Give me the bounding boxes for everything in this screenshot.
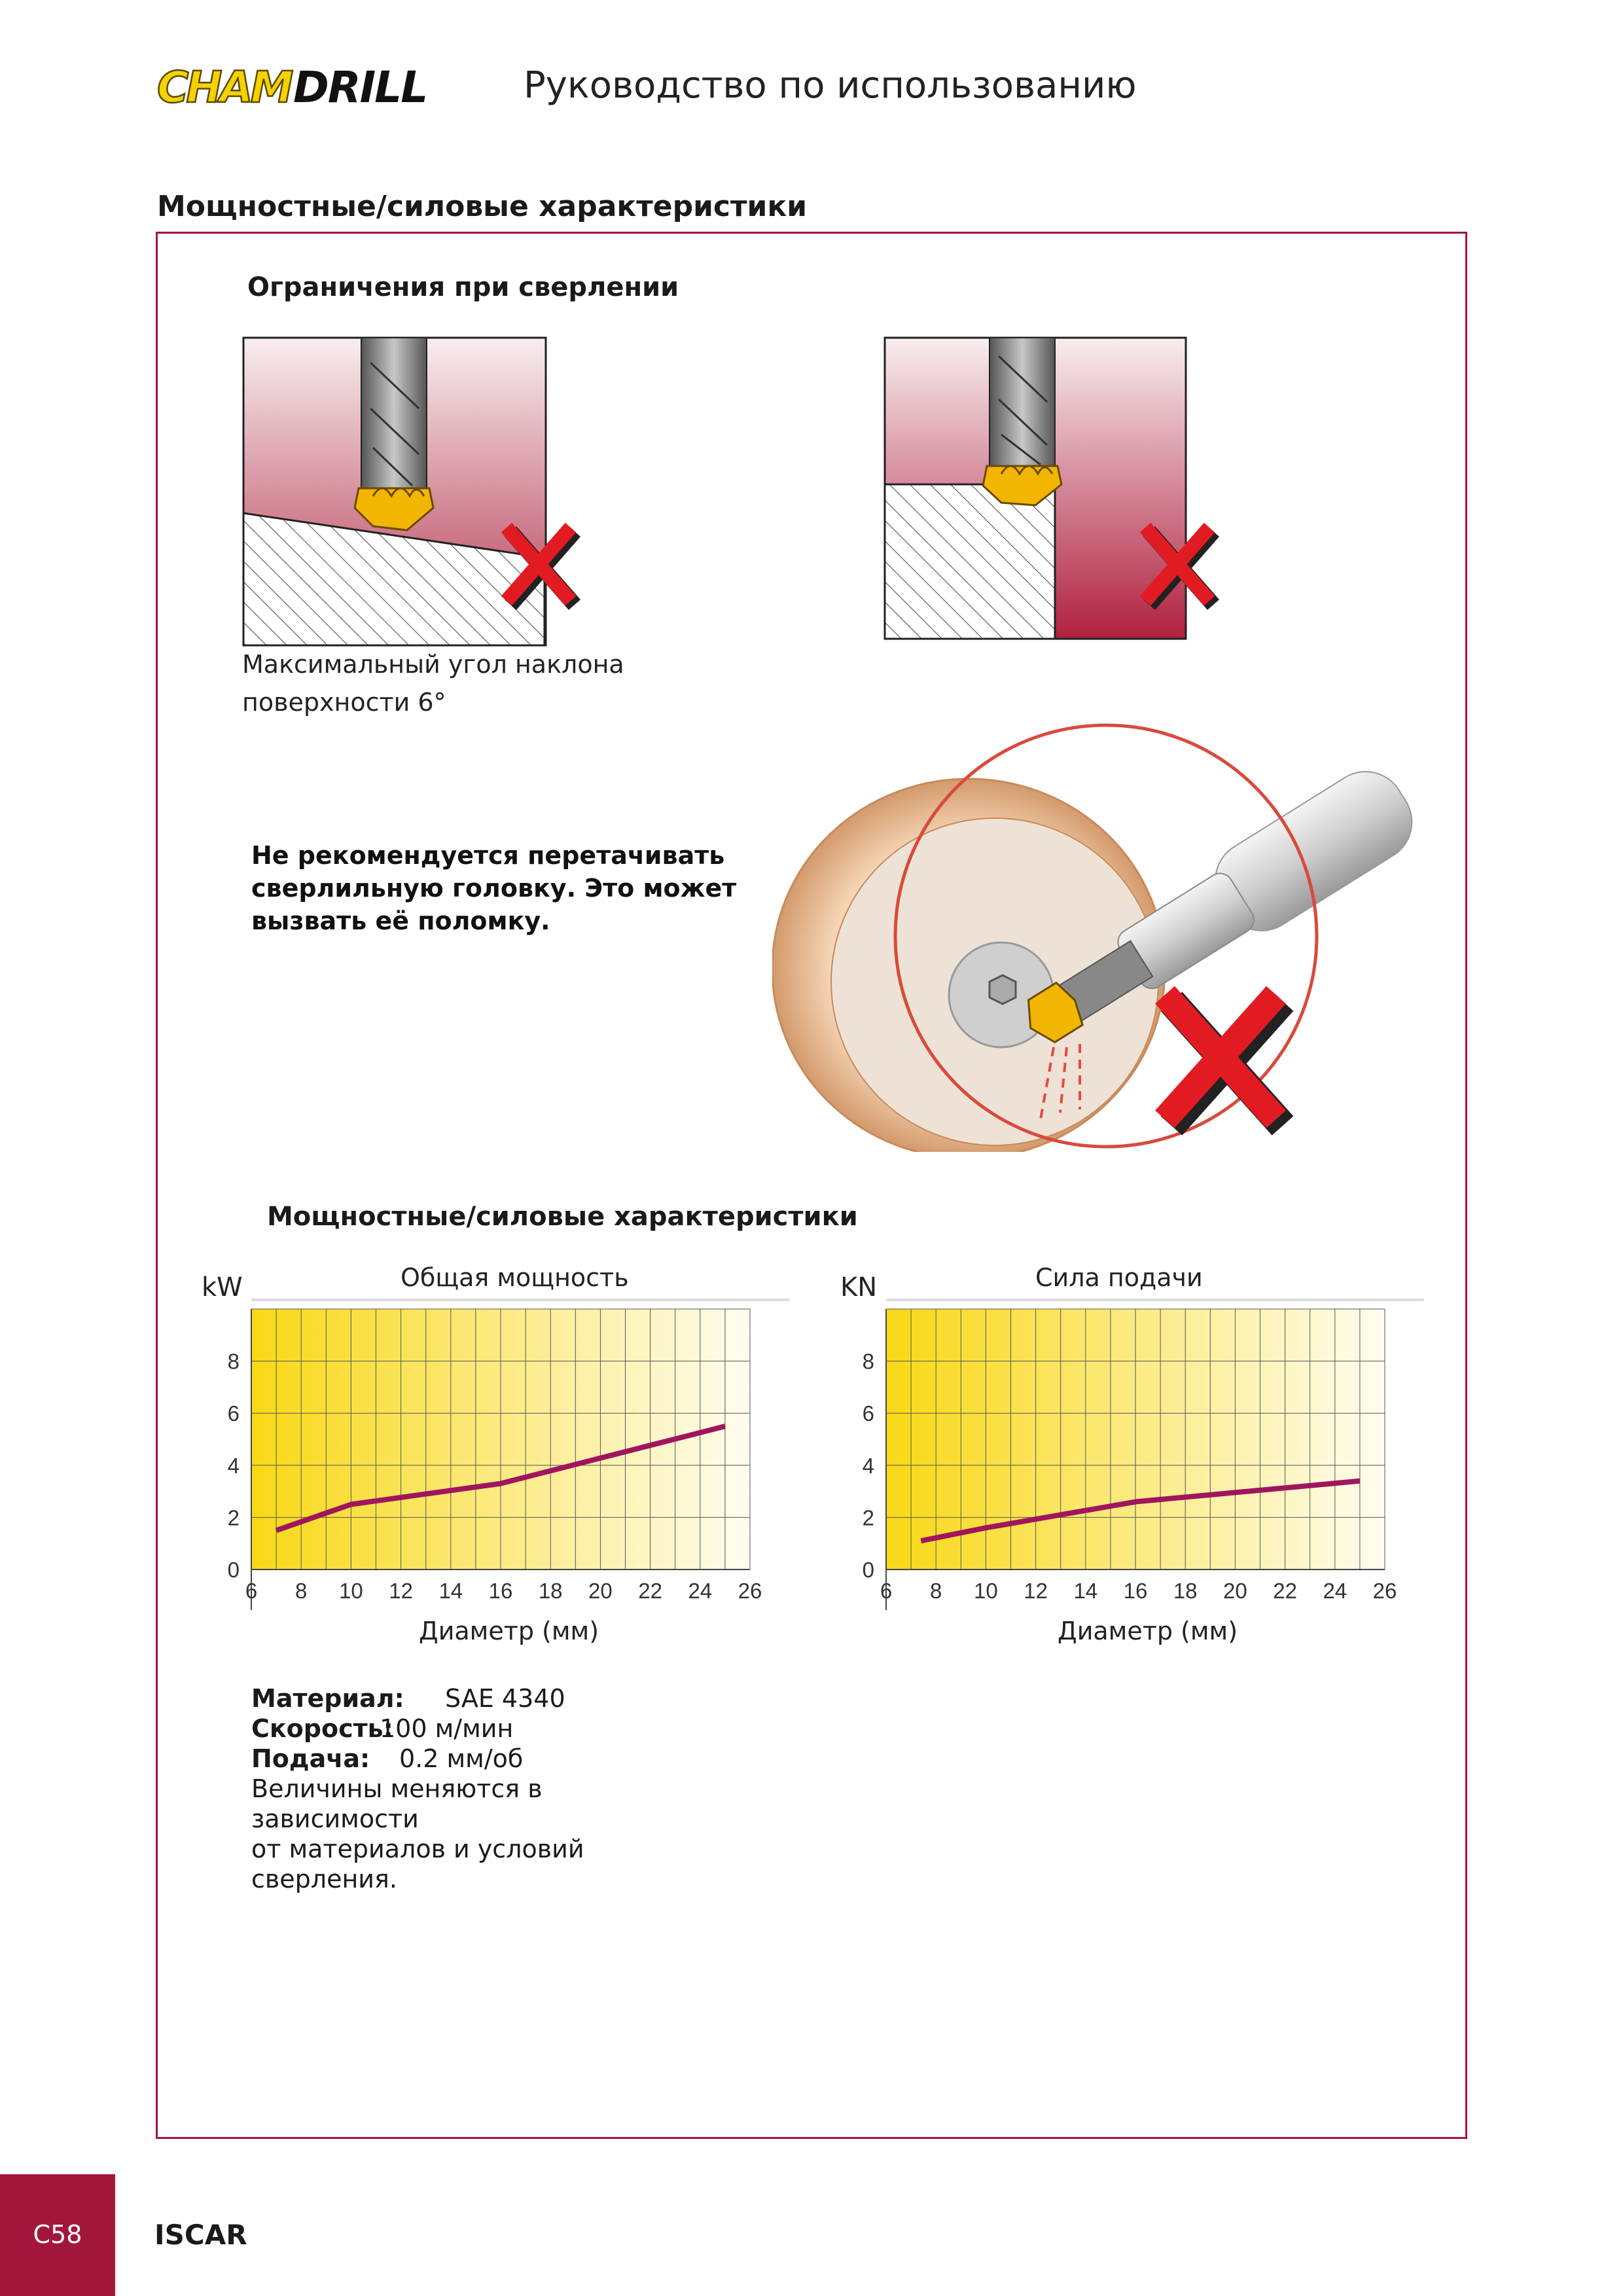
speed-value: 100 м/мин xyxy=(380,1714,514,1743)
x-tick-label: 8 xyxy=(295,1579,308,1603)
x-tick-label: 16 xyxy=(488,1579,513,1603)
feed-force-chart xyxy=(831,1296,1433,1610)
chamdrill-logo xyxy=(154,60,469,113)
x-tick-label: 6 xyxy=(880,1579,893,1603)
x-tick-label: 22 xyxy=(638,1579,662,1603)
x-tick-label: 6 xyxy=(245,1579,258,1603)
x-tick-label: 18 xyxy=(538,1579,563,1603)
material-label: Материал: xyxy=(251,1684,404,1713)
regrind-warning xyxy=(251,839,736,937)
charts-title: Мощностные/силовые характеристики xyxy=(267,1202,858,1232)
x-tick-label: 8 xyxy=(930,1579,942,1603)
y-tick-label: 2 xyxy=(227,1505,240,1530)
y-tick-label: 6 xyxy=(862,1401,874,1426)
svg-text:CHAM: CHAM xyxy=(157,62,291,113)
grinding-illustration xyxy=(772,707,1427,1152)
x-tick-label: 26 xyxy=(1372,1579,1397,1603)
x-tick-label: 10 xyxy=(974,1579,998,1603)
x-tick-label: 12 xyxy=(1024,1579,1048,1603)
svg-text:DRILL: DRILL xyxy=(293,62,427,113)
x-tick-label: 12 xyxy=(389,1579,413,1603)
y-tick-label: 0 xyxy=(862,1558,874,1582)
section-title: Мощностные/силовые характеристики xyxy=(157,190,808,223)
warning-line-3: вызвать её поломку. xyxy=(251,906,550,935)
note-line-3: сверления. xyxy=(251,1865,397,1893)
x-tick-label: 16 xyxy=(1123,1579,1148,1603)
cutting-conditions xyxy=(251,1683,709,1894)
x-tick-label: 20 xyxy=(588,1579,613,1603)
chart2-y-unit: KN xyxy=(840,1272,878,1302)
y-tick-label: 4 xyxy=(227,1453,240,1478)
chart1-x-label: Диаметр (мм) xyxy=(419,1617,599,1645)
y-tick-label: 8 xyxy=(227,1349,240,1374)
speed-label: Скорость: xyxy=(251,1714,393,1743)
inclination-caption xyxy=(242,645,624,721)
caption-line-2: поверхности 6° xyxy=(242,688,446,717)
brand-name: ISCAR xyxy=(154,2219,247,2251)
y-tick-label: 4 xyxy=(862,1453,874,1478)
y-tick-label: 6 xyxy=(227,1401,240,1426)
y-tick-label: 2 xyxy=(862,1505,874,1530)
chart2-title: Сила подачи xyxy=(1035,1263,1203,1292)
x-tick-label: 20 xyxy=(1223,1579,1247,1603)
feed-value: 0.2 мм/об xyxy=(399,1744,524,1773)
x-tick-label: 14 xyxy=(438,1579,463,1603)
material-value: SAE 4340 xyxy=(445,1684,565,1713)
feed-label: Подача: xyxy=(251,1744,370,1773)
note-line-2: от материалов и условий xyxy=(251,1835,584,1863)
x-tick-label: 10 xyxy=(339,1579,363,1603)
chart1-y-unit: kW xyxy=(202,1272,243,1302)
not-allowed-cross-icon-2 xyxy=(1140,522,1225,614)
power-chart xyxy=(196,1296,798,1610)
limitations-title: Ограничения при сверлении xyxy=(247,272,679,302)
x-tick-label: 26 xyxy=(738,1579,762,1603)
header-title: Руководство по использованию xyxy=(524,64,1137,107)
y-tick-label: 8 xyxy=(862,1349,874,1374)
x-tick-label: 24 xyxy=(1323,1579,1347,1603)
note-line-1: Величины меняются в зависимости xyxy=(251,1774,543,1833)
x-tick-label: 14 xyxy=(1073,1579,1098,1603)
caption-line-1: Максимальный угол наклона xyxy=(242,650,624,679)
x-tick-label: 18 xyxy=(1173,1579,1198,1603)
warning-line-1: Не рекомендуется перетачивать xyxy=(251,841,725,870)
chart2-x-label: Диаметр (мм) xyxy=(1058,1617,1238,1645)
not-allowed-cross-icon-1 xyxy=(501,522,586,614)
page-number: C58 xyxy=(33,2220,82,2249)
warning-line-2: сверлильную головку. Это может xyxy=(251,874,737,903)
x-tick-label: 24 xyxy=(688,1579,713,1603)
x-tick-label: 22 xyxy=(1273,1579,1297,1603)
y-tick-label: 0 xyxy=(227,1558,240,1582)
chart1-title: Общая мощность xyxy=(401,1263,629,1292)
